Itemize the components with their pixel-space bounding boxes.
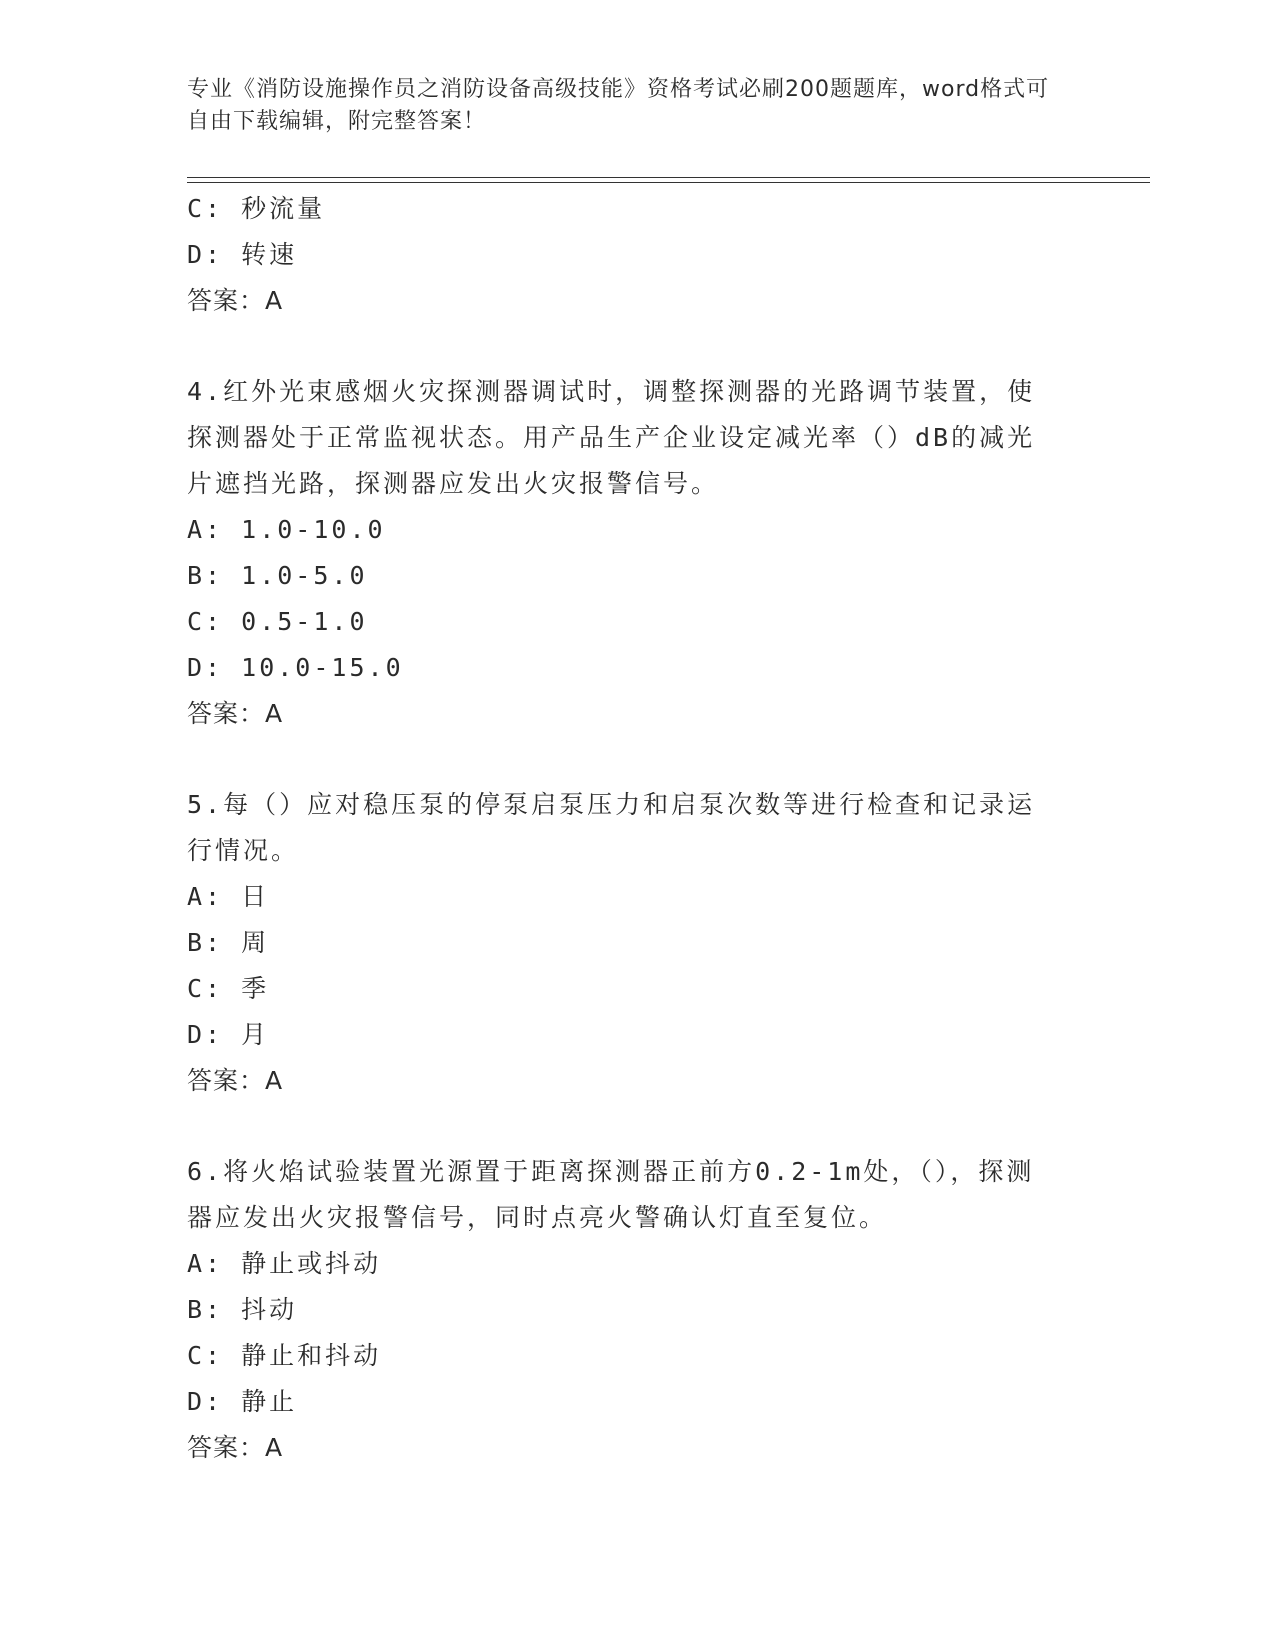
prev-question-tail	[187, 186, 1087, 324]
question-text-line: 行情况。	[187, 836, 300, 865]
option-c: C: 季	[187, 974, 270, 1003]
question-text-line: 6.将火焰试验装置光源置于距离探测器正前方0.2-1m处，（），探测	[187, 1157, 1035, 1186]
option-c: C: 0.5-1.0	[187, 607, 368, 636]
header-divider-bottom	[187, 182, 1150, 183]
option-a: A: 1.0-10.0	[187, 515, 386, 544]
option-a: A: 静止或抖动	[187, 1249, 382, 1278]
option-c: C: 静止和抖动	[187, 1341, 382, 1370]
answer-line: 答案：A	[187, 286, 284, 315]
option-b: B: 1.0-5.0	[187, 561, 368, 590]
question-text-line: 片遮挡光路，探测器应发出火灾报警信号。	[187, 469, 720, 498]
option-d: D: 静止	[187, 1387, 298, 1416]
answer-line: 答案：A	[187, 1433, 284, 1462]
option-d: D: 10.0-15.0	[187, 653, 404, 682]
question-text-line: 器应发出火灾报警信号，同时点亮火警确认灯直至复位。	[187, 1203, 888, 1232]
question-6	[187, 1149, 1087, 1471]
question-text-line: 4.红外光束感烟火灾探测器调试时，调整探测器的光路调节装置，使	[187, 377, 1036, 406]
option-d: D: 转速	[187, 240, 298, 269]
question-4	[187, 369, 1087, 737]
question-text-line: 5.每（）应对稳压泵的停泵启泵压力和启泵次数等进行检查和记录运	[187, 790, 1036, 819]
answer-line: 答案：A	[187, 1066, 284, 1095]
option-c: C: 秒流量	[187, 194, 326, 223]
option-d: D: 月	[187, 1020, 270, 1049]
question-content	[187, 186, 1087, 1471]
option-b: B: 抖动	[187, 1295, 298, 1324]
option-a: A: 日	[187, 882, 270, 911]
option-b: B: 周	[187, 928, 270, 957]
answer-line: 答案：A	[187, 699, 284, 728]
header-divider-top	[187, 177, 1150, 178]
document-header: 专业《消防设施操作员之消防设备高级技能》资格考试必刷200题题库，word格式可自由下载编辑，附完整答案！	[187, 77, 1050, 134]
question-text-line: 探测器处于正常监视状态。用产品生产企业设定减光率（）dB的减光	[187, 423, 1036, 452]
question-5	[187, 782, 1087, 1104]
